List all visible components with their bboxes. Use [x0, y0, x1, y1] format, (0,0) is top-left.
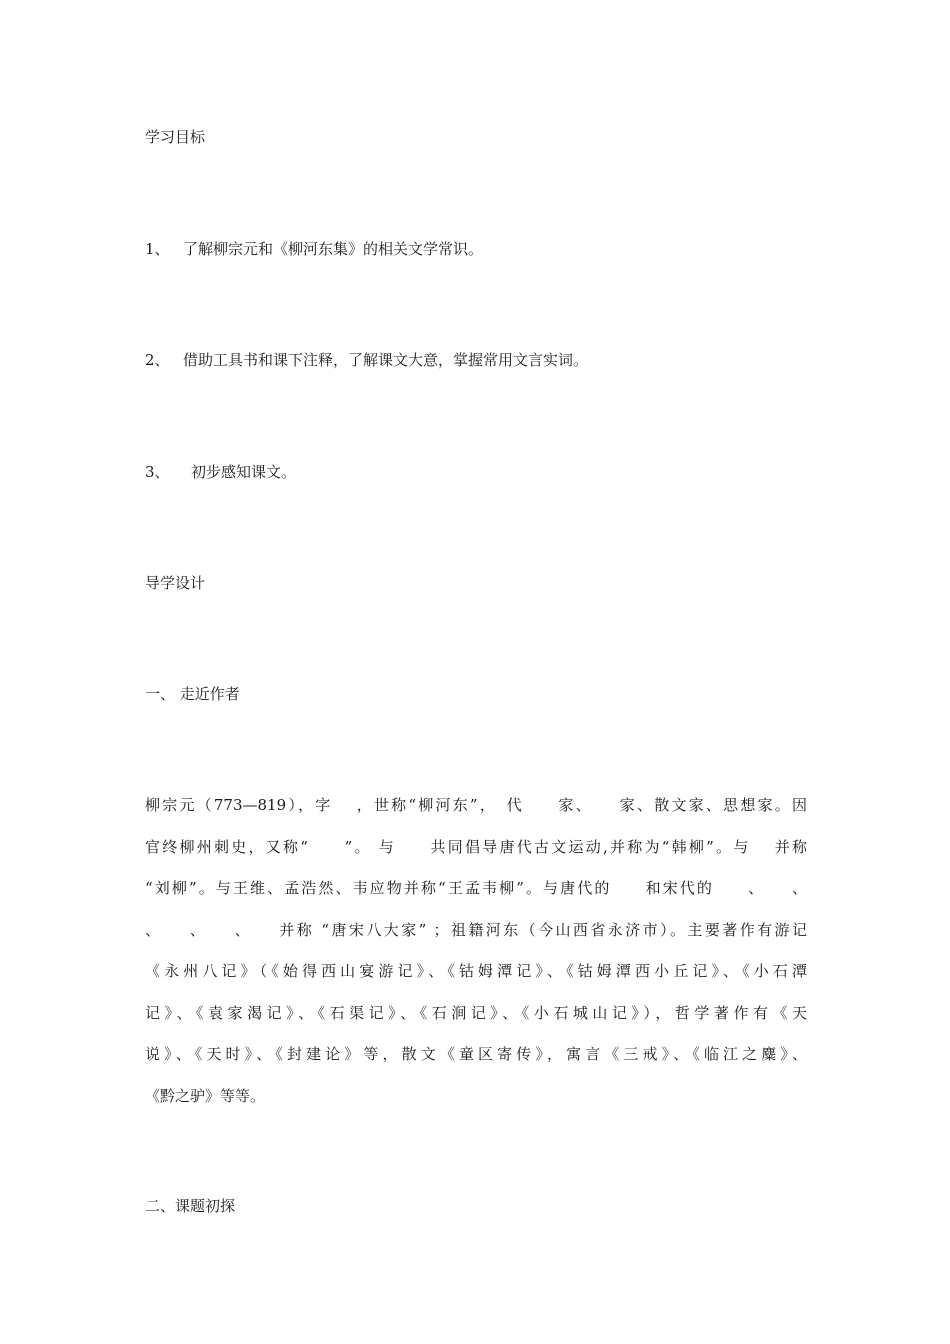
goal-text: 借助工具书和课下注释，了解课文大意，掌握常用文言实词。 [183, 351, 589, 369]
goal-number: 1、 [145, 240, 170, 258]
heading-learning-goals: 学习目标 [145, 128, 206, 146]
goal-item-1 [145, 239, 483, 259]
paragraph-line: “刘柳”。与王维、孟浩然、韦应物并称“王孟韦柳”。与唐代的 和宋代的 、 、 [145, 879, 807, 897]
paragraph-line: 说》、《天时》、《封建论》等，散文《童区寄传》，寓言《三戒》、《临江之麋》、 [145, 1045, 807, 1063]
goal-number: 3、 [145, 463, 170, 481]
goal-text: 了解柳宗元和《柳河东集》的相关文学常识。 [183, 240, 484, 258]
goal-text: 初步感知课文。 [191, 463, 297, 481]
heading-guided-design: 导学设计 [145, 574, 206, 592]
section-heading-author: 一、 走近作者 [145, 685, 240, 703]
paragraph-line: 官终柳州刺史，又称“ ”。 与 共同倡导唐代古文运动,并称为“韩柳”。与 并称 [145, 837, 807, 856]
goal-item-3 [145, 462, 296, 482]
paragraph-line: 《黔之驴》等等。 [145, 1086, 266, 1105]
paragraph-line: 柳宗元（773—819），字 ，世称“柳河东”， 代 家、 家、散文家、思想家。因 [145, 796, 807, 814]
author-paragraph [145, 795, 807, 1127]
paragraph-line: 《永州八记》（《始得西山宴游记》、《钴姆潭记》、《钴姆潭西小丘记》、《小石潭 [145, 962, 807, 980]
paragraph-line: 记》、《袁家渴记》、《石渠记》、《石涧记》、《小石城山记》），哲学著作有《天 [145, 1003, 807, 1022]
section-heading-title-explore: 二、课题初探 [145, 1197, 236, 1215]
paragraph-line: 、 、 、 并称 “唐宋八大家” ；祖籍河东（今山西省永济市）。主要著作有游记 [145, 920, 807, 939]
goal-number: 2、 [145, 351, 170, 369]
goal-item-2 [145, 350, 588, 370]
